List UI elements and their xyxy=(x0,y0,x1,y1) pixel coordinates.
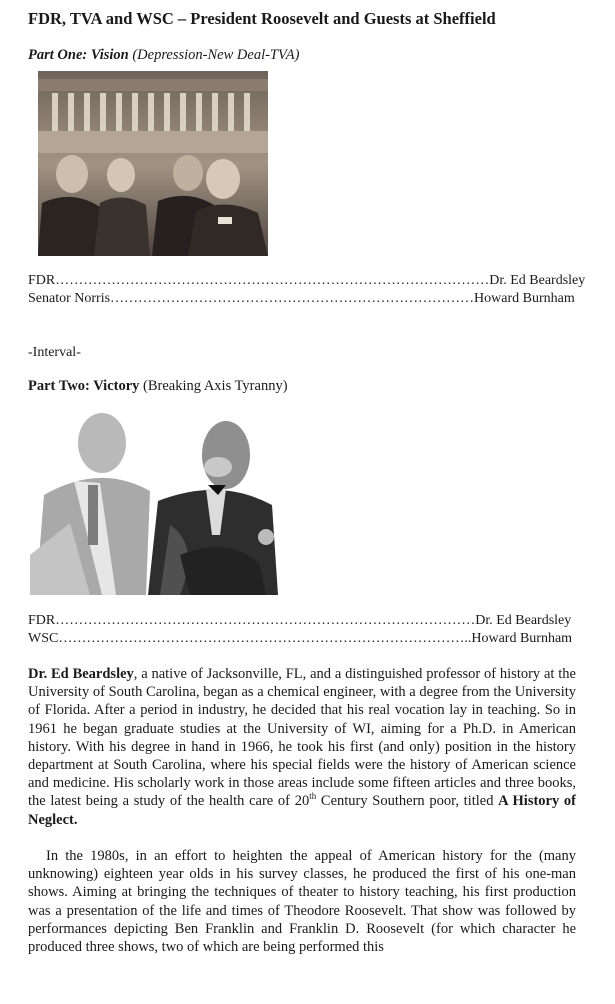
cast-dots: …………………………………………………………………… xyxy=(110,291,475,306)
cast-row xyxy=(28,272,585,290)
part-one-heading xyxy=(28,47,299,64)
bio-text-a: , a native of Jacksonville, FL, and a distinguished professor of history at the University of South Carolina, began as a chemical engineer, with a degree from the University of Florida. After a period in industry, he decided that his real vocation lay in teaching. So in 1961 he began graduate studies at the University of WI, aiming for a Ph.D. in American history. With his degree in hand in 1966, he took his first (and only) position in the history department at South Carolina, where his special fields were the history of American science and medicine. His scholarly work in those areas include some fifteen articles and three books, the latest being a study of the health care of 20 xyxy=(28,666,576,810)
cast-row xyxy=(28,630,572,648)
cast-row xyxy=(28,290,585,308)
cast-role: Senator Norris xyxy=(28,291,111,306)
bio-paragraph-2: In the 1980s, in an effort to heighten the appeal of American history for the (many unknowing) eighteen year olds in his survey classes, he produced the first of his one-man shows. Aiming at bringing the techniques of theater to history teaching, his first production was a presentation of the life and times of Theodore Roosevelt. That show was followed by performances depicting Ben Franklin and Franklin D. Roosevelt (for which character he produced three shows, two of which are being performed this xyxy=(28,848,576,956)
bio-book-title: A History of Neglect. xyxy=(28,793,576,828)
cast-dots: …………………………………………………………………………….. xyxy=(58,631,472,646)
part-two-subtitle: (Breaking Axis Tyranny) xyxy=(143,378,288,394)
cast-dots: ………………………………………………………………………………… xyxy=(55,273,490,288)
cast-role: FDR xyxy=(28,273,56,288)
bio-paragraph-1 xyxy=(28,665,576,829)
photo-fdr-churchill xyxy=(30,405,278,595)
part-one-label: Part One: Vision xyxy=(28,47,129,63)
cast-actor: Dr. Ed Beardsley xyxy=(489,273,586,288)
cast-dots: ……………………………………………………………………………… xyxy=(55,613,476,628)
bio-name: Dr. Ed Beardsley xyxy=(28,666,134,682)
interval-label: -Interval- xyxy=(28,345,81,360)
bio-text-b: Century Southern poor, titled xyxy=(316,793,499,810)
part-one-cast-list xyxy=(28,272,585,308)
photo-fdr-norris-dam xyxy=(38,71,268,256)
part-two-heading xyxy=(28,378,288,395)
cast-row xyxy=(28,612,572,630)
cast-actor: Howard Burnham xyxy=(471,631,573,646)
part-two-label: Part Two: Victory xyxy=(28,378,140,394)
cast-actor: Dr. Ed Beardsley xyxy=(475,613,572,628)
page-title: FDR, TVA and WSC – President Roosevelt and Guests at Sheffield xyxy=(28,9,496,28)
part-two-cast-list xyxy=(28,612,572,648)
cast-role: WSC xyxy=(28,631,59,646)
cast-role: FDR xyxy=(28,613,56,628)
part-one-subtitle: (Depression-New Deal-TVA) xyxy=(132,47,300,63)
bio-superscript: th xyxy=(309,791,317,802)
cast-actor: Howard Burnham xyxy=(474,291,575,306)
